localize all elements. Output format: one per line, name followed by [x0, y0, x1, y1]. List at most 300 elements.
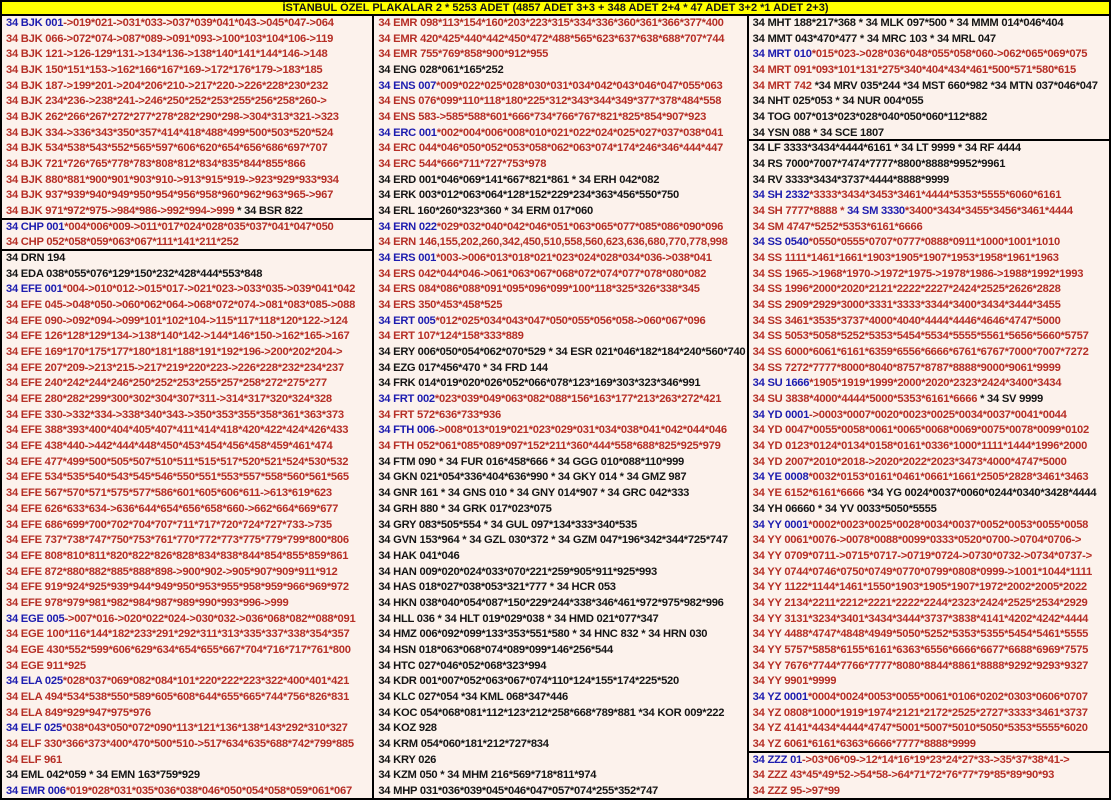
plate-row — [749, 251, 1109, 267]
plate-segment: 34 BJK 937*939*940*949*950*954*956*958*960*962*963*965->967 — [6, 189, 334, 202]
plate-row — [2, 486, 372, 502]
plate-segment: 34 NHT 025*053 * 34 NUR 004*055 — [752, 95, 924, 108]
plate-segment: 34 ELF 025 — [6, 722, 62, 735]
plate-segment: 34 RV 3333*3434*3737*4444*8888*9999 — [752, 173, 950, 186]
plate-segment: *3333*3434*3453*3461*4444*5353*5555*6060*6161 — [809, 189, 1062, 202]
plate-segment: 34 ENS 076*099*110*118*180*225*312*343*344*349*377*378*484*558 — [378, 95, 722, 108]
plate-segment: 34 EFE 090->092*094->099*101*102*104->115*117*118*120*122->124 — [6, 314, 348, 327]
plate-row — [749, 188, 1109, 204]
plate-segment: 34 EDA 038*055*076*129*150*232*428*444*553*848 — [6, 267, 263, 280]
plate-segment: *019*028*031*035*036*038*046*050*054*058*059*061*067 — [65, 784, 352, 797]
plate-segment: 34 BJK 721*726*765*778*783*808*812*834*835*844*855*866 — [6, 158, 306, 171]
plate-segment: *0032*0153*0161*0461*0661*1661*2505*2828*3461*3463 — [808, 471, 1089, 484]
plate-segment: 34 ELA 494*534*538*550*589*605*608*644*655*665*744*756*826*831 — [6, 690, 350, 703]
plate-row — [749, 392, 1109, 408]
plate-segment: 34 GRY 083*505*554 * 34 GUL 097*134*333*340*535 — [378, 518, 637, 531]
plate-segment: 34 ZZZ 43*45*49*52->54*58->64*71*72*76*77*79*85*89*90*93 — [752, 769, 1055, 782]
plate-row — [2, 470, 372, 486]
plate-row — [2, 16, 372, 32]
plate-segment: 34 EZG 017*456*470 * 34 FRD 144 — [378, 361, 548, 374]
plate-row — [749, 627, 1109, 643]
plate-segment: ->03*06*09->12*14*16*19*23*24*27*33->35*37*38*41-> — [802, 753, 1070, 766]
plate-segment: 34 ERN 146,155,202,260,342,450,510,558,560,623,636,680,770,778,998 — [378, 236, 728, 249]
plate-row — [374, 16, 746, 32]
plate-segment: 34 EFE 169*170*175*177*180*181*188*191*192*196->200*202*204-> — [6, 346, 343, 359]
plate-segment: 34 ENS 583->585*588*601*666*734*766*767*821*825*854*907*923 — [378, 111, 707, 124]
plate-row — [2, 251, 372, 267]
plate-segment: 34 SS 1111*1461*1661*1903*1905*1907*1953*1958*1961*1963 — [752, 252, 1059, 265]
plate-row — [2, 643, 372, 659]
plate-row — [2, 220, 372, 236]
plate-row — [749, 141, 1109, 157]
plate-row — [374, 737, 746, 753]
plate-segment: 34 CHP 001 — [6, 220, 65, 233]
plate-segment: 34 YY 0001 — [752, 518, 809, 531]
plate-row — [374, 376, 746, 392]
plate-row — [374, 110, 746, 126]
plate-row — [2, 110, 372, 126]
plate-segment: 34 EGE 430*552*599*606*629*634*654*655*667*704*716*717*761*800 — [6, 643, 351, 656]
plate-segment: *34 YG 0024*0037*0060*0244*0340*3428*4444 — [867, 487, 1097, 500]
plate-row — [749, 706, 1109, 722]
plate-segment: *003->006*013*018*021*023*024*028*034*036->038*041 — [436, 252, 712, 265]
plate-segment: 34 ERC 044*046*050*052*053*058*062*063*074*174*246*346*444*447 — [378, 142, 724, 155]
plate-segment: *3400*3434*3455*3456*3461*4444 — [904, 205, 1073, 218]
plate-row — [374, 596, 746, 612]
plate-segment: 34 KDR 001*007*052*063*067*074*110*124*155*174*225*520 — [378, 675, 679, 688]
plate-segment: 34 YY 3131*3234*3401*3434*3444*3737*3838*4141*4202*4242*4444 — [752, 612, 1089, 625]
plate-segment: 34 SH 2332 — [752, 189, 810, 202]
plate-segment: ->007*016->020*022*024->030*032->036*068*082**088*091 — [64, 612, 356, 625]
plate-column-2 — [372, 16, 746, 800]
plate-row — [749, 580, 1109, 596]
plate-segment: 34 HAS 018*027*038*053*321*777 * 34 HCR 053 — [378, 581, 616, 594]
plate-row — [374, 282, 746, 298]
plate-row — [749, 470, 1109, 486]
plate-row — [374, 126, 746, 142]
plate-segment: 34 FTH 006 — [378, 424, 435, 437]
plate-segment: *1905*1919*1999*2000*2020*2323*2424*3400*3434 — [809, 377, 1062, 390]
plate-segment: 34 KRY 026 — [378, 753, 437, 766]
plate-segment: 34 YE 6152*6161*6666 — [752, 487, 868, 500]
plate-segment: 34 ZZZ 95->97*99 — [752, 784, 840, 797]
plate-row — [749, 110, 1109, 126]
plate-segment: 34 EFE 330->332*334->338*340*343->350*353*355*358*361*363*373 — [6, 408, 344, 421]
plate-row — [2, 392, 372, 408]
plate-segment: *023*039*049*063*082*088*156*163*177*213*263*272*421 — [434, 393, 722, 406]
plate-row — [749, 298, 1109, 314]
plate-row — [749, 329, 1109, 345]
plate-row — [2, 549, 372, 565]
plate-segment: 34 SM 3330 — [847, 205, 905, 218]
plate-segment: 34 ERS 084*086*088*091*095*096*099*100*118*325*326*338*345 — [378, 283, 700, 296]
plate-row — [374, 47, 746, 63]
plate-segment: 34 SS 5053*5058*5252*5353*5454*5534*5555*5561*5656*5660*5757 — [752, 330, 1089, 343]
plate-segment: 34 EFE 737*738*747*750*753*761*770*772*773*775*779*799*800*806 — [6, 534, 349, 547]
plate-segment: 34 MRT 091*093*101*131*275*340*404*434*461*500*571*580*615 — [752, 64, 1076, 77]
plate-row — [374, 549, 746, 565]
plate-segment: 34 KZM 050 * 34 MHM 216*569*718*811*974 — [378, 769, 597, 782]
plate-row — [374, 141, 746, 157]
plate-segment: 34 SS 1965->1968*1970->1972*1975->1978*1986->1988*1992*1993 — [752, 267, 1084, 280]
plate-segment: 34 EFE 126*128*129*134->138*140*142->144*146*150->162*165->167 — [6, 330, 350, 343]
plate-row — [2, 753, 372, 769]
plate-row — [374, 580, 746, 596]
plate-segment: 34 YY 1122*1144*1461*1550*1903*1905*1907*1972*2002*2005*2022 — [752, 581, 1087, 594]
plate-row — [2, 737, 372, 753]
plate-segment: 34 BJK 534*538*543*552*565*597*606*620*654*656*686*697*707 — [6, 142, 328, 155]
plate-row — [749, 423, 1109, 439]
plate-row — [2, 768, 372, 784]
plate-segment: 34 FRT 002 — [378, 393, 435, 406]
plate-segment: 34 BJK 234*236->238*241->246*250*252*253*255*256*258*260-> — [6, 95, 327, 108]
plate-row — [374, 470, 746, 486]
plate-segment: 34 EMR 755*769*858*900*912*955 — [378, 48, 549, 61]
plate-row — [749, 63, 1109, 79]
plate-segment: ->008*013*019*021*023*029*031*034*038*041*042*044*046 — [434, 424, 727, 437]
plate-row — [374, 518, 746, 534]
plate-segment: *0002*0023*0025*0028*0034*0037*0052*0053*0055*0058 — [808, 518, 1089, 531]
plate-row — [2, 627, 372, 643]
plate-row — [749, 361, 1109, 377]
plate-row — [374, 251, 746, 267]
plate-segment: 34 SS 1996*2000*2020*2121*2222*2227*2424*2525*2626*2828 — [752, 283, 1061, 296]
plate-segment: 34 EML 042*059 * 34 EMN 163*759*929 — [6, 769, 200, 782]
plate-segment: *012*025*034*043*047*050*055*056*058->060*067*096 — [435, 314, 706, 327]
plate-row — [749, 282, 1109, 298]
plate-segment: 34 ERC 544*666*711*727*753*978 — [378, 158, 547, 171]
plate-row — [374, 690, 746, 706]
plate-row — [374, 784, 746, 800]
plate-row — [2, 502, 372, 518]
plate-segment: 34 EFE 240*242*244*246*250*252*253*255*257*258*272*275*277 — [6, 377, 327, 390]
plate-segment: 34 HMZ 006*092*099*133*353*551*580 * 34 HNC 832 * 34 HRN 030 — [378, 628, 708, 641]
plate-segment: 34 EGE 100*116*144*182*233*291*292*311*313*335*337*338*354*357 — [6, 628, 350, 641]
plate-segment: * 34 SV 9999 — [980, 393, 1043, 406]
plate-row — [2, 518, 372, 534]
plate-row — [2, 706, 372, 722]
plate-row — [749, 674, 1109, 690]
plate-row — [374, 565, 746, 581]
plate-segment: 34 EFE 978*979*981*982*984*987*989*990*993*996->999 — [6, 596, 289, 609]
plate-row — [374, 659, 746, 675]
plate-segment: 34 EFE 477*499*500*505*507*510*511*515*517*520*521*524*530*532 — [6, 455, 349, 468]
plate-row — [749, 549, 1109, 565]
plate-row — [749, 533, 1109, 549]
plate-row — [749, 16, 1109, 32]
plate-row — [749, 502, 1109, 518]
plate-segment: 34 MRT 742 — [752, 79, 815, 92]
plate-row — [2, 126, 372, 142]
plate-segment: 34 YD 0123*0124*0134*0158*0161*0336*1000*1111*1444*1996*2000 — [752, 440, 1088, 453]
plate-row — [2, 376, 372, 392]
plate-segment: *002*004*006*008*010*021*022*024*025*027*037*038*041 — [436, 126, 724, 139]
plate-segment: 34 YE 0008 — [752, 471, 809, 484]
plate-row — [2, 580, 372, 596]
plate-segment: *009*022*025*028*030*031*034*042*043*046*047*055*063 — [436, 79, 723, 92]
plate-row — [749, 126, 1109, 142]
plate-segment: 34 EFE 280*282*299*300*302*304*307*311->314*317*320*324*328 — [6, 393, 332, 406]
plate-segment: * 34 BSR 822 — [234, 205, 303, 218]
plate-row — [374, 32, 746, 48]
plate-segment: 34 HTC 027*046*052*068*323*994 — [378, 659, 547, 672]
plate-row — [749, 47, 1109, 63]
plate-row — [749, 596, 1109, 612]
plate-segment: 34 SS 6000*6061*6161*6359*6556*6666*6761*6767*7000*7007*7272 — [752, 346, 1089, 359]
plate-segment: 34 DRN 194 — [6, 252, 66, 265]
plate-segment: 34 KOC 054*068*081*112*123*212*258*668*789*881 *34 KOR 009*222 — [378, 706, 725, 719]
plate-segment: 34 ERY 006*050*054*062*070*529 * 34 ESR 021*046*182*184*240*560*740 — [378, 346, 746, 359]
plate-segment: 34 BJK 971*972*975->984*986->992*994->999 — [6, 205, 235, 218]
plate-row — [374, 345, 746, 361]
plate-segment: 34 EFE 534*535*540*543*545*546*550*551*553*557*558*560*561*565 — [6, 471, 349, 484]
plate-segment: 34 EMR 420*425*440*442*450*472*488*565*623*637*638*688*707*744 — [378, 32, 725, 45]
plate-row — [749, 345, 1109, 361]
plate-segment: 34 GKN 021*054*336*404*636*990 * 34 GKY 014 * 34 GMZ 987 — [378, 471, 687, 484]
plate-column-3 — [747, 16, 1109, 800]
plate-segment: 34 ERN 022 — [378, 220, 437, 233]
plate-segment: 34 ELF 330*366*373*400*470*500*510->517*634*635*688*742*799*885 — [6, 737, 354, 750]
plate-segment: 34 BJK 262*266*267*272*277*278*282*290*298->304*313*321->323 — [6, 111, 339, 124]
plate-row — [2, 329, 372, 345]
plate-segment: 34 YY 9901*9999 — [752, 675, 837, 688]
plate-segment: 34 YD 0047*0055*0058*0061*0065*0068*0069*0075*0078*0099*0102 — [752, 424, 1089, 437]
plate-row — [749, 235, 1109, 251]
plate-segment: 34 ERL 160*260*323*360 * 34 ERM 017*060 — [378, 205, 593, 218]
plate-segment: 34 MRT 010 — [752, 48, 812, 61]
plate-row — [2, 63, 372, 79]
plate-row — [2, 314, 372, 330]
plate-row — [2, 423, 372, 439]
plate-row — [749, 173, 1109, 189]
plate-row — [749, 518, 1109, 534]
plate-segment: 34 YY 0061*0076->0078*0088*0099*0333*0520*0700->0704*0706-> — [752, 534, 1082, 547]
plate-row — [374, 753, 746, 769]
plate-segment: 34 FRK 014*019*020*026*052*066*078*123*169*303*323*346*991 — [378, 377, 701, 390]
plate-segment: 34 HKN 038*040*054*087*150*229*244*338*346*461*972*975*982*996 — [378, 596, 724, 609]
plate-segment: 34 YZ 6061*6161*6363*6666*7777*8888*9999 — [752, 737, 976, 750]
plate-segment: *34 MRV 035*244 *34 MST 660*982 *34 MTN 037*046*047 — [814, 79, 1098, 92]
plate-row — [749, 204, 1109, 220]
plate-row — [2, 79, 372, 95]
plate-row — [374, 486, 746, 502]
plate-row — [2, 188, 372, 204]
plate-segment: 34 ELA 025 — [6, 675, 63, 688]
plate-segment: 34 ZZZ 01 — [752, 753, 803, 766]
plate-row — [2, 784, 372, 800]
plate-row — [374, 768, 746, 784]
plate-row — [749, 643, 1109, 659]
plate-segment: 34 EFE 388*393*400*404*405*407*411*414*418*420*422*424*426*433 — [6, 424, 349, 437]
plate-segment: *015*023->028*036*048*055*058*060->062*065*069*075 — [811, 48, 1088, 61]
plate-segment: 34 YH 06660 * 34 YV 0033*5050*5555 — [752, 502, 937, 515]
plate-segment: *004*006*009->011*017*024*028*035*037*041*047*050 — [64, 220, 334, 233]
page-title: İSTANBUL ÖZEL PLAKALAR 2 * 5253 ADET (4857 ADET 3+3 + 348 ADET 2+4 * 47 ADET 3+2 *1 ADET 2+3) — [282, 2, 829, 14]
plate-row — [2, 361, 372, 377]
plate-segment: ->019*021->031*033->037*039*041*043->045*047->064 — [63, 17, 334, 29]
plate-segment: 34 YY 4488*4747*4848*4949*5050*5252*5353*5355*5454*5461*5555 — [752, 628, 1089, 641]
plate-row — [749, 79, 1109, 95]
plate-row — [374, 643, 746, 659]
plate-segment: 34 HSN 018*063*068*074*089*099*146*256*544 — [378, 643, 613, 656]
plate-segment: 34 EFE 045->048*050->060*062*064->068*072*074->081*083*085->088 — [6, 299, 356, 312]
plate-row — [2, 141, 372, 157]
plate-row — [374, 235, 746, 251]
plate-row — [2, 533, 372, 549]
title-bar — [2, 2, 1109, 16]
plate-row — [749, 157, 1109, 173]
plate-row — [2, 282, 372, 298]
plate-segment: 34 ERS 350*453*458*525 — [378, 299, 503, 312]
plate-row — [2, 345, 372, 361]
plate-segment: 34 LF 3333*3434*4444*6161 * 34 LT 9999 * 34 RF 4444 — [752, 142, 1021, 155]
plate-segment: 34 YY 0744*0746*0750*0749*0770*0799*0808*0999->1001*1044*1111 — [752, 565, 1092, 578]
plate-segment: *0550*0555*0707*0777*0888*0911*1000*1001*1010 — [808, 236, 1060, 249]
plate-row — [374, 455, 746, 471]
plate-segment: 34 ENS 007 — [378, 79, 437, 92]
plate-row — [374, 188, 746, 204]
plate-segment: 34 EGE 005 — [6, 612, 65, 625]
plate-row — [374, 79, 746, 95]
plate-row — [749, 32, 1109, 48]
plate-row — [374, 627, 746, 643]
plate-row — [374, 612, 746, 628]
plate-row — [749, 721, 1109, 737]
plate-segment: 34 SH 7777*8888 * — [752, 205, 848, 218]
plate-segment: 34 EFE 626*633*634->636*644*654*656*658*660->662*664*669*677 — [6, 502, 339, 515]
plate-row — [749, 439, 1109, 455]
plate-row — [374, 267, 746, 283]
plate-row — [749, 486, 1109, 502]
plate-segment: 34 HLL 036 * 34 HLT 019*029*038 * 34 HMD 021*077*347 — [378, 612, 659, 625]
plate-segment: 34 MHP 031*036*039*045*046*047*057*074*255*352*747 — [378, 784, 659, 797]
plate-segment: 34 YD 0001 — [752, 408, 810, 421]
plate-row — [749, 690, 1109, 706]
plate-row — [374, 204, 746, 220]
plate-row — [749, 94, 1109, 110]
columns-container — [2, 16, 1109, 800]
plate-segment: 34 SS 0540 — [752, 236, 809, 249]
plate-segment: 34 BJK 150*151*153->162*166*167*169->172*176*179->183*185 — [6, 64, 323, 77]
plate-segment: 34 BJK 001 — [6, 17, 64, 29]
plate-row — [374, 721, 746, 737]
plate-segment: 34 MHT 188*217*368 * 34 MLK 097*500 * 34 MMM 014*046*404 — [752, 17, 1064, 29]
plate-row — [374, 439, 746, 455]
plate-segment: *0004*0024*0053*0055*0061*0106*0202*0303*0606*0707 — [807, 690, 1088, 703]
plate-segment: 34 GNR 161 * 34 GNS 010 * 34 GNY 014*907 * 34 GRC 042*333 — [378, 487, 690, 500]
plate-segment: 34 TOG 007*013*023*028*040*050*060*112*882 — [752, 111, 988, 124]
plate-row — [374, 63, 746, 79]
plate-row — [2, 94, 372, 110]
plate-row — [749, 612, 1109, 628]
plate-segment: 34 BJK 880*881*900*901*903*910->913*915*919->923*929*933*934 — [6, 173, 339, 186]
plate-segment: *004->010*012->015*017->021*023->033*035->039*041*042 — [62, 283, 356, 296]
plate-segment: 34 BJK 121->126-129*131->134*136->138*140*141*144*146->148 — [6, 48, 328, 61]
plate-row — [374, 533, 746, 549]
plate-segment: ->0003*0007*0020*0023*0025*0034*0037*0041*0044 — [809, 408, 1067, 421]
plate-segment: 34 EFE 808*810*811*820*822*826*828*834*838*844*854*855*859*861 — [6, 549, 349, 562]
plate-row — [2, 721, 372, 737]
plate-row — [374, 329, 746, 345]
plate-segment: 34 ELA 849*929*947*975*976 — [6, 706, 151, 719]
plate-segment: 34 EFE 438*440->442*444*448*450*453*454*456*458*459*461*474 — [6, 440, 333, 453]
plate-segment: 34 SM 4747*5252*5353*6161*6666 — [752, 220, 923, 233]
plate-segment: 34 YY 5757*5858*6155*6161*6363*6556*6666*6677*6688*6969*7575 — [752, 643, 1089, 656]
plate-segment: 34 EFE 686*699*700*702*704*707*711*717*720*724*727*733->735 — [6, 518, 332, 531]
plate-row — [749, 376, 1109, 392]
plate-segment: 34 FTM 090 * 34 FUR 016*458*666 * 34 GGG 010*088*110*999 — [378, 455, 685, 468]
plate-segment: 34 HAK 041*046 — [378, 549, 460, 562]
plate-segment: 34 SS 3461*3535*3737*4000*4040*4444*4446*4646*4747*5000 — [752, 314, 1061, 327]
plate-row — [374, 408, 746, 424]
plate-segment: 34 BJK 066->072*074->087*089->091*093->100*103*104*106->119 — [6, 32, 334, 45]
plate-row — [749, 267, 1109, 283]
plate-segment: 34 FRT 572*636*733*936 — [378, 408, 501, 421]
plate-row — [2, 612, 372, 628]
plate-segment: *029*032*040*042*046*051*063*065*077*085*086*090*096 — [436, 220, 724, 233]
plate-row — [749, 737, 1109, 753]
plate-segment: 34 RS 7000*7007*7474*7777*8800*8888*9952*9961 — [752, 158, 1006, 171]
plate-segment: 34 EFE 207*209->213*215->217*219*220*223->226*228*232*234*237 — [6, 361, 344, 374]
plate-row — [2, 204, 372, 220]
plate-row — [374, 423, 746, 439]
plate-row — [2, 565, 372, 581]
plate-row — [2, 408, 372, 424]
plate-segment: 34 ERT 005 — [378, 314, 436, 327]
plate-segment: 34 MMT 043*470*477 * 34 MRC 103 * 34 MRL 047 — [752, 32, 996, 45]
plate-row — [2, 157, 372, 173]
plate-row — [749, 753, 1109, 769]
plate-segment: 34 EFE 001 — [6, 283, 63, 296]
plate-row — [374, 361, 746, 377]
plate-row — [374, 674, 746, 690]
plate-segment: 34 YY 7676*7744*7766*7777*8080*8844*8861*8888*9292*9293*9327 — [752, 659, 1089, 672]
plate-row — [2, 235, 372, 251]
plate-segment: 34 SS 2909*2929*3000*3331*3333*3344*3400*3434*3444*3455 — [752, 299, 1061, 312]
plate-segment: 34 ENG 028*061*165*252 — [378, 64, 504, 77]
plate-row — [749, 784, 1109, 800]
plate-row — [2, 690, 372, 706]
plate-row — [749, 408, 1109, 424]
plate-segment: *038*043*050*072*090*113*121*136*138*143*292*310*327 — [61, 722, 348, 735]
plate-row — [2, 659, 372, 675]
plate-row — [374, 392, 746, 408]
plate-row — [374, 173, 746, 189]
plate-segment: 34 SU 3838*4000*4444*5000*5353*6161*6666 — [752, 393, 981, 406]
plate-segment: 34 ERC 001 — [378, 126, 437, 139]
plate-row — [2, 173, 372, 189]
plate-segment: 34 ERD 001*046*069*141*667*821*861 * 34 ERH 042*082 — [378, 173, 660, 186]
plate-row — [374, 298, 746, 314]
plate-row — [2, 47, 372, 63]
plate-segment: 34 CHP 052*058*059*063*067*111*141*211*252 — [6, 236, 239, 249]
plate-segment: 34 ERK 003*012*063*064*128*152*229*234*363*456*550*750 — [378, 189, 679, 202]
plate-segment: 34 ERS 001 — [378, 252, 437, 265]
plate-segment: 34 KRM 054*060*181*212*727*834 — [378, 737, 549, 750]
plate-segment: 34 YZ 0001 — [752, 690, 808, 703]
plate-segment: 34 YSN 088 * 34 SCE 1807 — [752, 126, 884, 139]
plate-row — [374, 314, 746, 330]
plate-row — [374, 502, 746, 518]
plate-segment: 34 KLC 027*054 *34 KML 068*347*446 — [378, 690, 569, 703]
plate-row — [749, 768, 1109, 784]
plate-row — [374, 157, 746, 173]
plate-segment: 34 ERS 042*044*046->061*063*067*068*072*074*077*078*080*082 — [378, 267, 707, 280]
plate-segment: 34 GVN 153*964 * 34 GZL 030*372 * 34 GZM 047*196*342*344*725*747 — [378, 534, 728, 547]
plate-row — [374, 94, 746, 110]
plate-segment: 34 EFE 919*924*925*939*944*949*950*953*955*958*959*966*969*972 — [6, 581, 349, 594]
plate-segment: 34 BJK 334->336*343*350*357*414*418*488*499*500*503*520*524 — [6, 126, 334, 139]
